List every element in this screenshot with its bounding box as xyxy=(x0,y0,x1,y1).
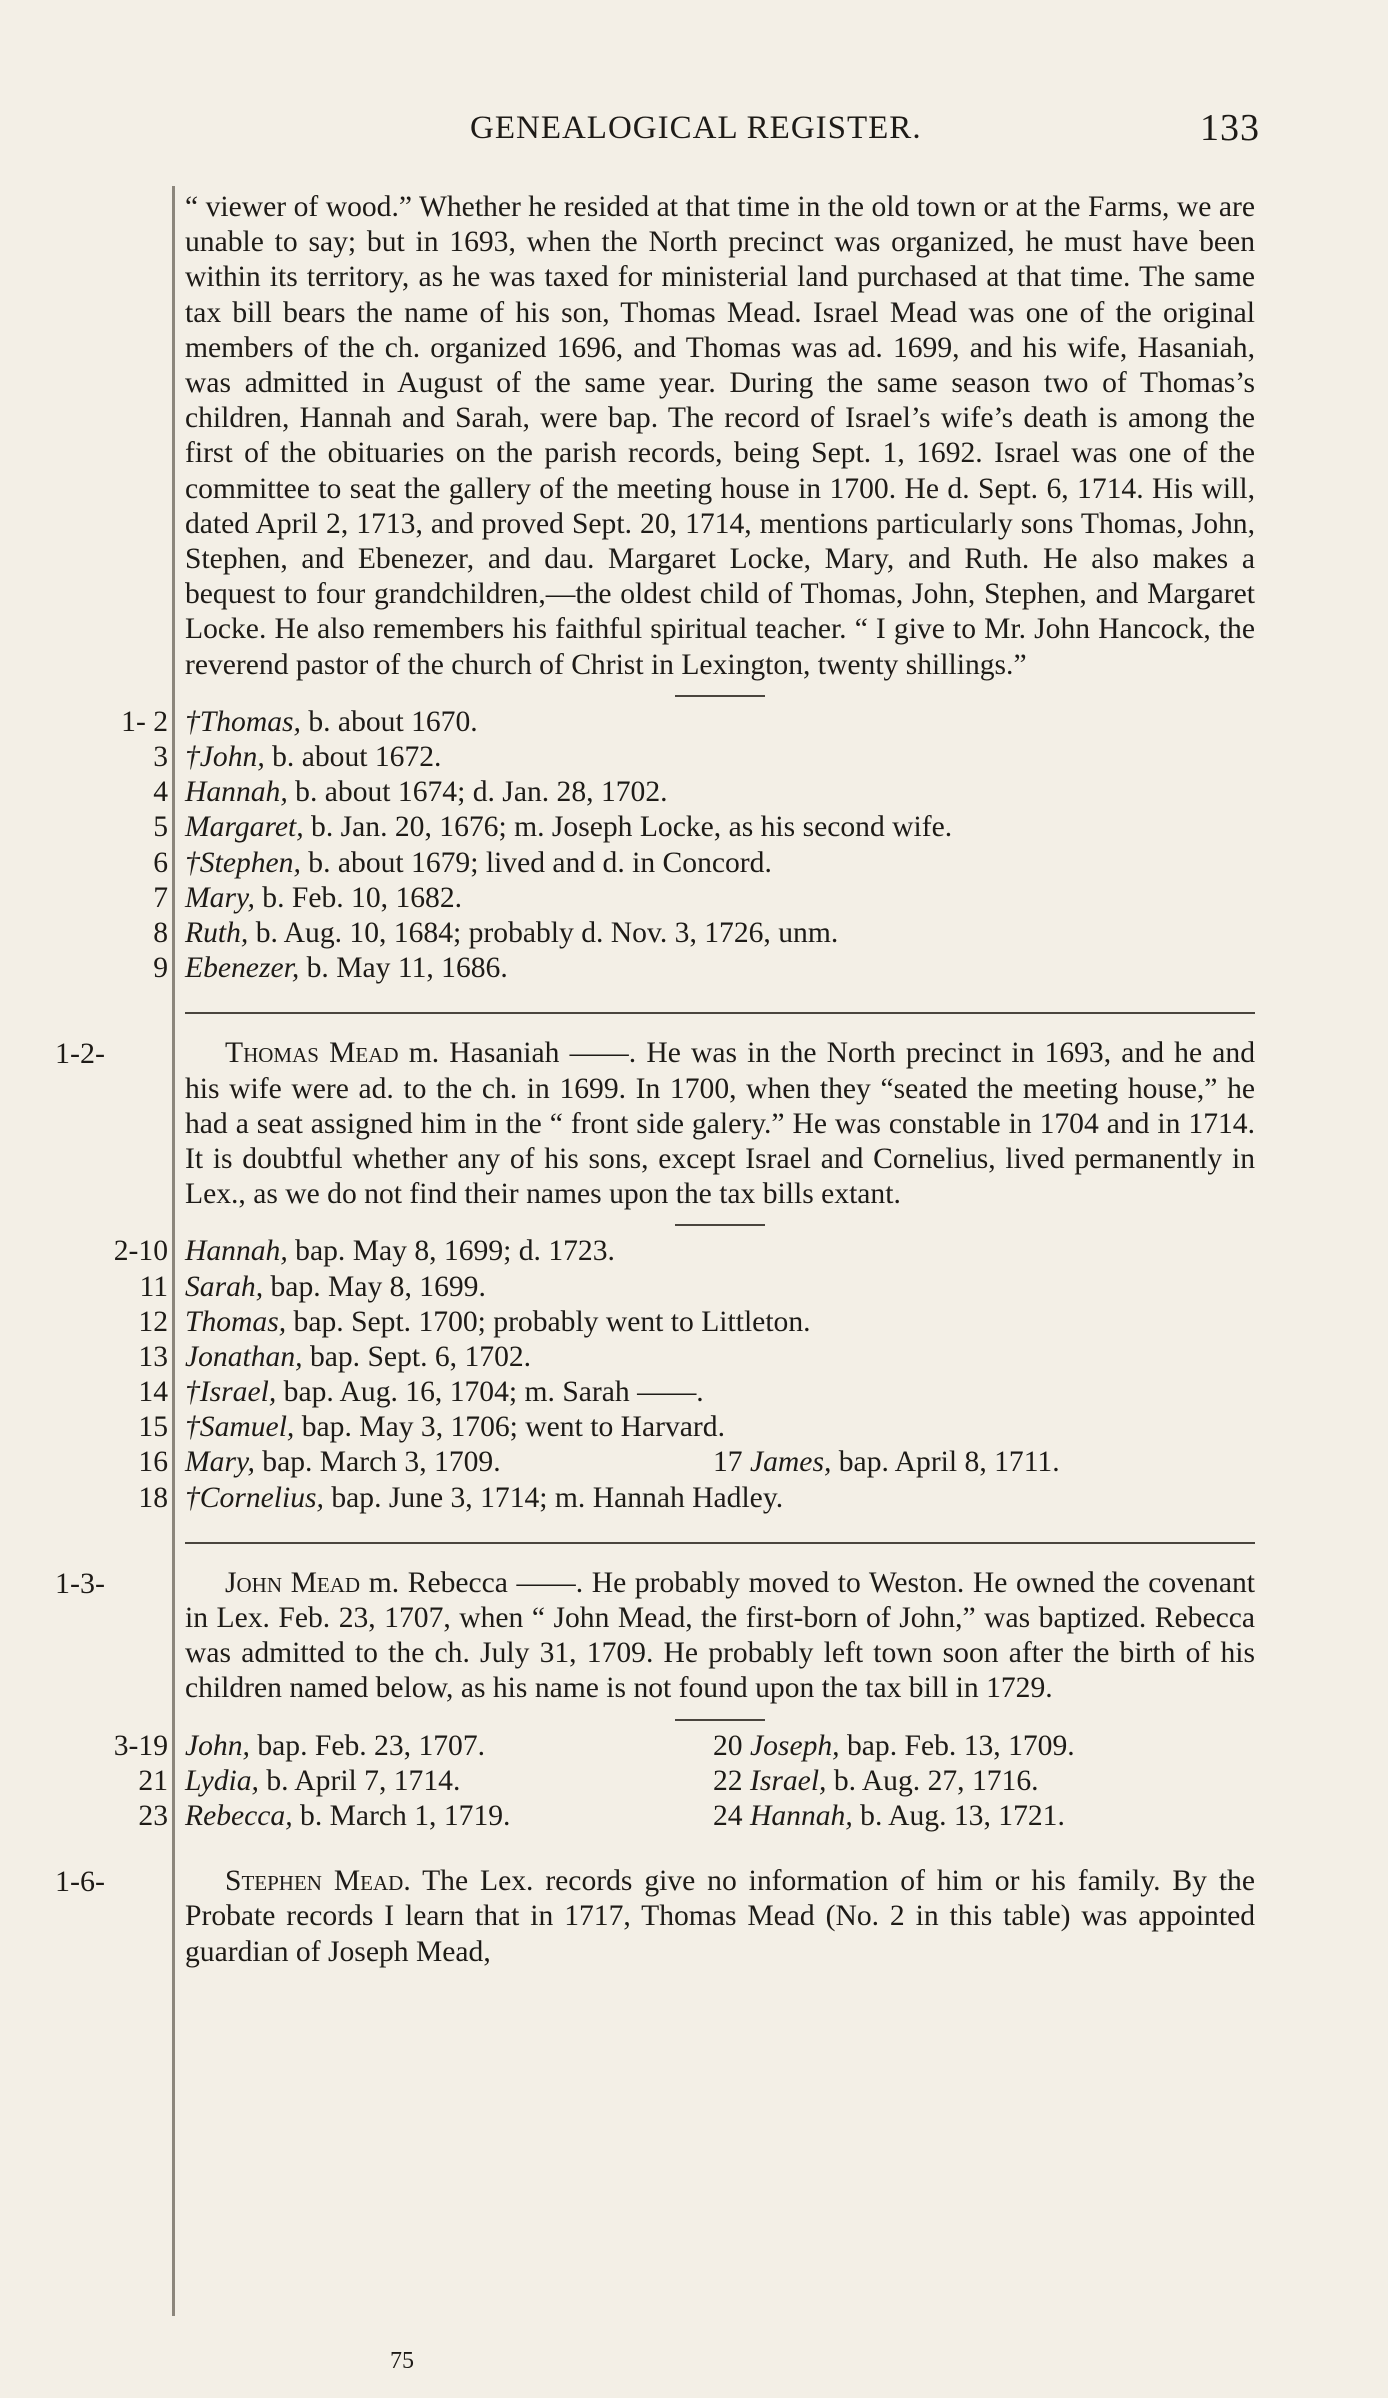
short-divider xyxy=(675,1224,765,1226)
child-details: bap. Feb. 23, 1707. xyxy=(249,1729,486,1762)
intro-paragraph: “ viewer of wood.” Whether he resided at that time in the old town or at the Farms, we are unable to say; but in 1693, when the North precinct was organized, he must have been within its territory, as he was taxed for ministerial land purchased at that time. The same tax bill bears the name of his son, Thomas Mead. Israel Mead was one of the original members of the ch. organized 1696, and Thomas was ad. 1699, and his wife, Hasaniah, was admitted in August of the same year. During the same season two of Thomas’s children, Hannah and Sarah, were bap. The record of Israel’s wife’s death is among the first of the obituaries on the parish records, being Sept. 1, 1692. Israel was one of the committee to seat the gallery of the meeting house in 1700. He d. Sept. 6, 1714. His will, dated April 2, 1713, and proved Sept. 20, 1714, mentions particularly sons Thomas, John, Stephen, and Ebenezer, and dau. Margaret Locke, Mary, and Ruth. He also makes a bequest to four grandchildren,—the oldest child of Thomas, John, Stephen, and Margaret Locke. He also remembers his faithful spiritual teacher. “ I give to Mr. John Hancock, the reverend pastor of the church of Christ in Lexington, twenty shillings.” xyxy=(185,191,1255,681)
entry-number: 9 xyxy=(153,952,168,985)
entry-number: 1- 2 xyxy=(121,705,168,738)
child-name: James, xyxy=(750,1446,832,1479)
child-entry xyxy=(138,1764,1255,1799)
child-details: bap. Sept. 6, 1702. xyxy=(302,1340,532,1373)
child-name: John, xyxy=(185,1729,250,1762)
child-name: Lydia, xyxy=(185,1764,259,1797)
child-name: Ruth, xyxy=(185,916,249,949)
child-details: b. about 1674; d. Jan. 28, 1702. xyxy=(287,776,668,809)
section-text: m. Rebecca ——. He probably moved to Weston. He owned the covenant in Lex. Feb. 23, 1707, when “ John Mead, the first-born of John,” was baptized. Rebecca was admitted to the ch. July 31, 1709. He probably left town soon after the birth of his children named below, as his name is not found upon the tax bill in 1729. xyxy=(185,1566,1256,1705)
child-entry xyxy=(153,846,1255,881)
child-name: †Samuel, xyxy=(185,1411,295,1444)
section-divider xyxy=(185,1012,1255,1014)
section-text: m. Hasaniah ——. He was in the North precinct in 1693, and he and his wife were ad. to the ch. in 1699. In 1700, when they “seated the meeting house,” he had a seat assigned him in the “ front side galery.” He was constable in 1704 and in 1714. It is doubtful whether any of his sons, except Israel and Cornelius, lived permanently in Lex., as we do not find their names upon the tax bills extant. xyxy=(185,1037,1255,1211)
entry-number: 14 xyxy=(138,1376,168,1409)
child-details: b. Aug. 13, 1721. xyxy=(852,1800,1065,1833)
child-details: b. about 1672. xyxy=(264,741,442,774)
child-name: Mary, xyxy=(185,881,255,914)
child-details: b. April 7, 1714. xyxy=(258,1764,461,1797)
child-details: bap. May 8, 1699; d. 1723. xyxy=(287,1235,615,1268)
child-details: bap. Aug. 16, 1704; m. Sarah ——. xyxy=(276,1376,704,1409)
entry-number: 8 xyxy=(153,916,168,949)
child-name: Hannah, xyxy=(750,1800,853,1833)
page-number: 133 xyxy=(1200,107,1260,149)
child-details: b. Jan. 20, 1676; m. Joseph Locke, as his second wife. xyxy=(303,811,953,844)
child-details: b. about 1670. xyxy=(300,705,478,738)
child-details: bap. Sept. 1700; probably went to Littleton. xyxy=(286,1305,811,1338)
children-list-john xyxy=(113,1729,1255,1835)
child-entry xyxy=(153,810,1255,845)
child-entry xyxy=(138,1305,1255,1340)
section-label: 1-3- xyxy=(55,1566,105,1600)
child-entry xyxy=(153,775,1255,810)
child-entry xyxy=(153,740,1255,775)
header-title: GENEALOGICAL REGISTER. xyxy=(470,110,922,146)
entry-number: 7 xyxy=(153,881,168,914)
section-paragraph xyxy=(185,1566,1255,1707)
margin-rule xyxy=(172,186,175,2316)
page-body xyxy=(55,190,1256,1970)
entry-number: 3 xyxy=(153,741,168,774)
short-divider xyxy=(675,695,765,697)
child-entry xyxy=(138,1481,1255,1516)
section-divider xyxy=(185,1542,1255,1544)
child-details: b. Feb. 10, 1682. xyxy=(254,881,463,914)
section-thomas-mead xyxy=(55,1036,1255,1212)
child-name: †Cornelius, xyxy=(185,1481,324,1514)
entry-number: 4 xyxy=(153,776,168,809)
child-name: Israel, xyxy=(750,1764,827,1797)
short-divider xyxy=(675,1719,765,1721)
child-name: Hannah, xyxy=(185,776,288,809)
entry-number: 20 xyxy=(713,1729,743,1762)
child-entry xyxy=(138,1445,1255,1480)
child-details: bap. Feb. 13, 1709. xyxy=(839,1729,1075,1762)
child-entry xyxy=(113,1234,1255,1269)
section-text: The Lex. records give no information of him or his family. By the Probate records I learn that in 1717, Thomas Mead (No. 2 in this table) was appointed guardian of Joseph Mead, xyxy=(185,1865,1255,1968)
children-list-thomas xyxy=(113,1234,1255,1516)
entry-number: 24 xyxy=(713,1800,743,1833)
entry-number: 6 xyxy=(153,846,168,879)
section-heading: Thomas Mead xyxy=(225,1037,399,1070)
children-list-israel xyxy=(121,705,1255,987)
child-name: Jonathan, xyxy=(185,1340,303,1373)
signature-mark: 75 xyxy=(390,2348,414,2374)
entry-number: 16 xyxy=(138,1446,168,1479)
child-name: Rebecca, xyxy=(185,1800,293,1833)
entry-number: 2-10 xyxy=(113,1235,168,1268)
entry-number: 18 xyxy=(138,1481,168,1514)
entry-number: 15 xyxy=(138,1411,168,1444)
entry-number: 13 xyxy=(138,1340,168,1373)
child-details: b. May 11, 1686. xyxy=(299,952,508,985)
second-column-entry xyxy=(713,1445,1060,1480)
child-details: bap. April 8, 1711. xyxy=(831,1446,1060,1479)
spacer xyxy=(185,1834,1255,1864)
child-details: bap. May 8, 1699. xyxy=(263,1270,486,1303)
section-label: 1-2- xyxy=(55,1037,105,1071)
entry-number: 23 xyxy=(138,1800,168,1833)
child-name: †John, xyxy=(185,741,265,774)
child-entry xyxy=(139,1270,1255,1305)
section-paragraph xyxy=(185,1036,1255,1212)
entry-number: 5 xyxy=(153,811,168,844)
child-details: bap. May 3, 1706; went to Harvard. xyxy=(294,1411,725,1444)
child-name: †Stephen, xyxy=(185,846,301,879)
child-name: Joseph, xyxy=(750,1729,840,1762)
child-details: b. March 1, 1719. xyxy=(292,1800,511,1833)
child-name: Ebenezer, xyxy=(185,952,300,985)
child-details: b. Aug. 27, 1716. xyxy=(826,1764,1039,1797)
child-name: Mary, xyxy=(185,1446,255,1479)
entry-number: 22 xyxy=(713,1764,743,1797)
running-header xyxy=(470,107,1260,160)
section-john-mead xyxy=(55,1566,1256,1707)
child-details: b. Aug. 10, 1684; probably d. Nov. 3, 1726, unm. xyxy=(248,916,839,949)
child-entry xyxy=(153,881,1255,916)
child-entry xyxy=(153,951,1255,986)
child-name: Thomas, xyxy=(185,1305,287,1338)
child-details: bap. March 3, 1709. xyxy=(254,1446,501,1479)
second-column-entry xyxy=(713,1729,1075,1764)
section-heading: John Mead xyxy=(225,1566,361,1599)
entry-number: 21 xyxy=(138,1764,168,1797)
second-column-entry xyxy=(713,1799,1065,1834)
child-entry xyxy=(138,1799,1255,1834)
child-name: †Israel, xyxy=(185,1376,277,1409)
child-name: Margaret, xyxy=(185,811,304,844)
child-details: b. about 1679; lived and d. in Concord. xyxy=(300,846,772,879)
entry-number: 11 xyxy=(139,1270,168,1303)
child-entry xyxy=(138,1340,1255,1375)
child-entry xyxy=(138,1375,1255,1410)
child-entry xyxy=(113,1729,1255,1764)
child-name: Hannah, xyxy=(185,1235,288,1268)
child-entry xyxy=(153,916,1255,951)
entry-number: 12 xyxy=(138,1305,168,1338)
section-label: 1-6- xyxy=(55,1865,105,1899)
child-name: Sarah, xyxy=(185,1270,264,1303)
child-details: bap. June 3, 1714; m. Hannah Hadley. xyxy=(323,1481,784,1514)
child-entry xyxy=(121,705,1255,740)
second-column-entry xyxy=(713,1764,1039,1799)
child-entry xyxy=(138,1410,1255,1445)
section-heading: Stephen Mead. xyxy=(225,1865,411,1898)
entry-number: 17 xyxy=(713,1446,743,1479)
section-paragraph xyxy=(185,1864,1255,1970)
section-stephen-mead xyxy=(55,1864,1255,1970)
entry-number: 3-19 xyxy=(113,1729,168,1762)
child-name: †Thomas, xyxy=(185,705,301,738)
